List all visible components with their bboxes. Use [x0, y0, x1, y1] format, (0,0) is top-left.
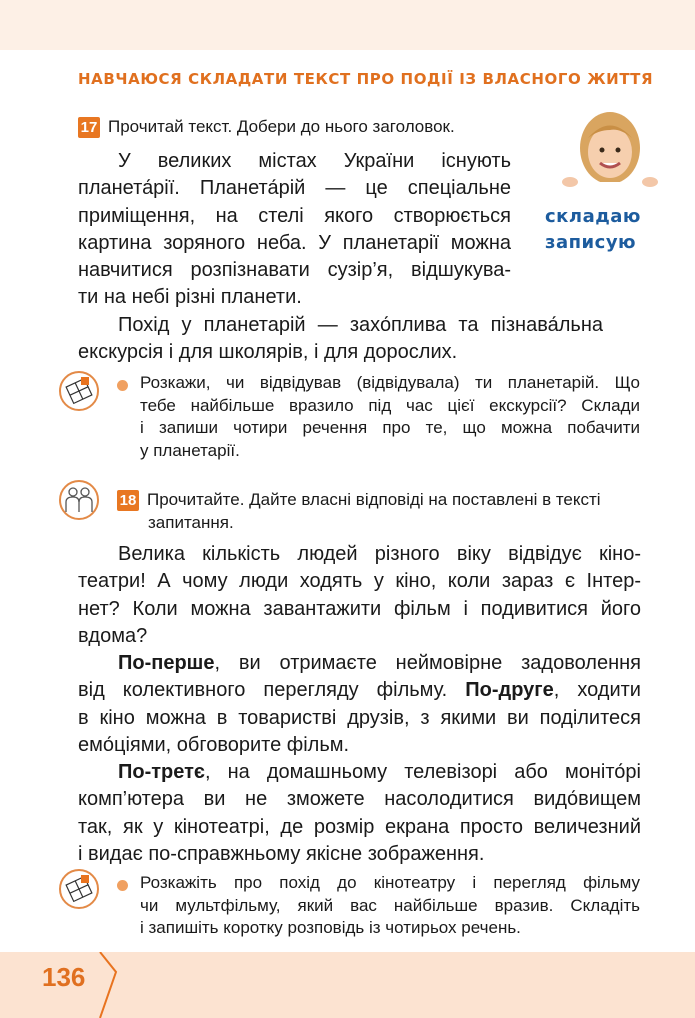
bold-term: По-перше [118, 652, 215, 674]
label-write-down: записую [545, 232, 637, 253]
top-decorative-band [0, 0, 695, 50]
text-line: так, як у кінотеатрі, де розмір екрана просто величезний [78, 815, 641, 838]
exercise-number-badge: 17 [78, 117, 100, 138]
task-line: у планетарії. [140, 440, 240, 460]
bold-term: По-друге [465, 679, 554, 702]
exercise-18-text-p3 [78, 759, 641, 868]
text-span: , на домашньому телевізорі або моніто́рі [204, 761, 641, 783]
puzzle-icon [59, 869, 99, 909]
bullet-dot [117, 380, 128, 391]
text-line: нет? Коли можна завантажити фільм і подивитися його [78, 597, 641, 620]
text-line [78, 759, 641, 786]
text-line: комп’ютера ви не зможете насолодитися видо́вищем [78, 788, 641, 811]
section-heading: НАВЧАЮСЯ СКЛАДАТИ ТЕКСТ ПРО ПОДІЇ ІЗ ВЛАСНОГО ЖИТТЯ [78, 70, 654, 88]
exercise-18-instruction-cont: запитання. [148, 513, 234, 532]
exercise-17-text-p2 [78, 312, 603, 367]
text-line: приміщення, на стелі якого створюється [78, 204, 511, 227]
text-line: емо́ціями, обговорите фільм. [78, 733, 350, 756]
exercise-17-instruction [78, 116, 455, 138]
task-line: Розкажи, чи відвідував (відвідувала) ти планетарій. Що [140, 373, 640, 392]
text-span: від колективного перегляду фільму. [78, 679, 466, 702]
text-line: картина зоряного неба. У планетарії можна [78, 231, 511, 254]
task-line: і запиши чотири речення про те, що можна побачити [140, 418, 640, 437]
bottom-decorative-band [0, 952, 695, 1018]
puzzle-icon [59, 371, 99, 411]
label-compose: складаю [545, 206, 641, 227]
task-line: і запишіть коротку розповідь із чотирьох речень. [140, 918, 521, 937]
exercise-number-badge: 18 [117, 490, 139, 511]
exercise-17-text [78, 148, 511, 312]
exercise-18-text-p2 [78, 650, 641, 759]
task-line: Розкажіть про похід до кінотеатру і перегляд фільму [140, 873, 640, 892]
text-line: навчитися розпізнавати сузір’я, відшукува- [78, 259, 511, 282]
text-span: , ходити [553, 679, 641, 702]
text-line: планета́рії. Планета́рій — це спеціальне [78, 177, 511, 200]
text-line: і видає по-справжньому якісне зображення. [78, 842, 485, 865]
text-line: Велика кількість людей різного віку відвідує кіно- [118, 543, 641, 565]
exercise-17-task [140, 372, 640, 462]
text-line: ти на небі різні планети. [78, 286, 302, 309]
text-line: Похід у планетарій — захо́плива та пізнава́льна [118, 314, 603, 336]
instruction-text: Прочитайте. Дайте власні відповіді на поставлені в тексті [147, 490, 601, 509]
text-line: екскурсія і для школярів, і для дорослих. [78, 341, 458, 364]
text-line: театри! А чому люди ходять у кіно, коли зараз є Інтер- [78, 570, 641, 593]
page-number: 136 [42, 962, 86, 992]
text-span: , ви отримаєте неймовірне задоволення [214, 652, 641, 674]
bold-term: По-третє [118, 761, 205, 783]
pair-work-icon [59, 480, 99, 520]
text-line: вдома? [78, 624, 148, 647]
text-line: У великих містах України існують [118, 150, 511, 172]
text-line [78, 677, 641, 704]
text-line [78, 650, 641, 677]
task-line: чи мультфільму, який вас найбільше вразив. Складіть [140, 895, 640, 915]
bullet-dot [117, 880, 128, 891]
exercise-18-instruction [117, 489, 601, 511]
child-illustration [540, 108, 680, 194]
exercise-18-task [140, 872, 640, 940]
task-line: тебе найбільше вразило під час цієї екскурсії? Склади [140, 395, 640, 415]
instruction-text: Прочитай текст. Добери до нього заголовок. [108, 117, 455, 136]
text-line: в кіно можна в товаристві друзів, з якими ви поділитеся [78, 706, 641, 729]
exercise-18-text-p1 [78, 541, 641, 650]
